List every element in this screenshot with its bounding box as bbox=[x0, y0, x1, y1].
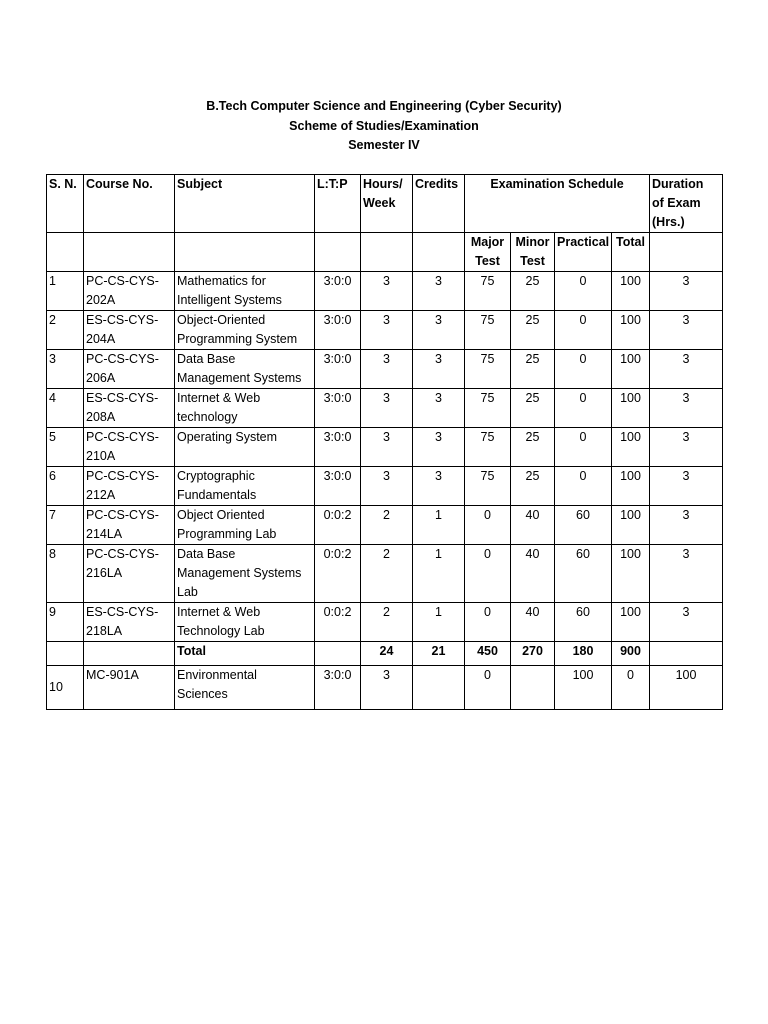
header-sn: S. N. bbox=[47, 175, 84, 233]
cell-total: 100 bbox=[612, 311, 650, 350]
cell-course-no: ES-CS-CYS- 208A bbox=[84, 389, 175, 428]
cell-course-no: PC-CS-CYS- 216LA bbox=[84, 545, 175, 603]
total-practical: 180 bbox=[555, 642, 612, 666]
cell-hours: 2 bbox=[361, 603, 413, 642]
cell-minor: 25 bbox=[511, 311, 555, 350]
cell-ltp: 3:0:0 bbox=[315, 389, 361, 428]
cell-practical: 0 bbox=[555, 272, 612, 311]
cell-sn: 7 bbox=[47, 506, 84, 545]
cell-total: 100 bbox=[612, 467, 650, 506]
cell-minor: 40 bbox=[511, 506, 555, 545]
cell-subject: Operating System bbox=[175, 428, 315, 467]
cell-credits: 3 bbox=[413, 311, 465, 350]
document-subtitle: Scheme of Studies/Examination bbox=[289, 119, 479, 133]
cell-ltp: 0:0:2 bbox=[315, 545, 361, 603]
cell-hours: 3 bbox=[361, 467, 413, 506]
table-row bbox=[47, 350, 723, 389]
cell-subject: Data Base Management Systems bbox=[175, 350, 315, 389]
cell-subject: Object-Oriented Programming System bbox=[175, 311, 315, 350]
table-row bbox=[47, 545, 723, 603]
cell-sn: 2 bbox=[47, 311, 84, 350]
total-label: Total bbox=[175, 642, 315, 666]
cell-practical: 0 bbox=[555, 428, 612, 467]
cell-practical: 60 bbox=[555, 545, 612, 603]
cell-major: 75 bbox=[465, 389, 511, 428]
header-course-no: Course No. bbox=[84, 175, 175, 233]
cell-minor: 25 bbox=[511, 272, 555, 311]
scheme-table bbox=[46, 174, 723, 710]
cell-ltp: 3:0:0 bbox=[315, 311, 361, 350]
cell-duration: 3 bbox=[650, 428, 723, 467]
header-row bbox=[47, 175, 723, 233]
cell-ltp: 3:0:0 bbox=[315, 272, 361, 311]
cell-major: 75 bbox=[465, 467, 511, 506]
cell-credits: 3 bbox=[413, 272, 465, 311]
cell-sn: 1 bbox=[47, 272, 84, 311]
cell-total: 100 bbox=[612, 389, 650, 428]
total-row bbox=[47, 642, 723, 666]
cell-hours: 3 bbox=[361, 350, 413, 389]
cell-duration: 3 bbox=[650, 603, 723, 642]
header-total: Total bbox=[612, 233, 650, 272]
extra-hours: 3 bbox=[361, 666, 413, 710]
header-hours: Hours/ Week bbox=[361, 175, 413, 233]
extra-row bbox=[47, 666, 723, 710]
cell-credits: 1 bbox=[413, 603, 465, 642]
cell-subject: Internet & Web Technology Lab bbox=[175, 603, 315, 642]
cell-duration: 3 bbox=[650, 506, 723, 545]
cell-sn: 8 bbox=[47, 545, 84, 603]
header-practical: Practical bbox=[555, 233, 612, 272]
cell-course-no: PC-CS-CYS- 206A bbox=[84, 350, 175, 389]
cell-course-no: PC-CS-CYS- 214LA bbox=[84, 506, 175, 545]
table-row bbox=[47, 603, 723, 642]
header-minor-test: Minor Test bbox=[511, 233, 555, 272]
cell-major: 75 bbox=[465, 350, 511, 389]
header-ltp: L:T:P bbox=[315, 175, 361, 233]
cell-credits: 3 bbox=[413, 428, 465, 467]
header-duration: Duration of Exam (Hrs.) bbox=[650, 175, 723, 233]
header-credits: Credits bbox=[413, 175, 465, 233]
extra-course: MC-901A bbox=[84, 666, 175, 710]
cell-duration: 3 bbox=[650, 389, 723, 428]
cell-hours: 3 bbox=[361, 272, 413, 311]
cell-practical: 0 bbox=[555, 350, 612, 389]
cell-total: 100 bbox=[612, 272, 650, 311]
cell-ltp: 3:0:0 bbox=[315, 467, 361, 506]
header-subject: Subject bbox=[175, 175, 315, 233]
total-total: 900 bbox=[612, 642, 650, 666]
extra-duration: 100 bbox=[650, 666, 723, 710]
cell-duration: 3 bbox=[650, 467, 723, 506]
cell-total: 100 bbox=[612, 506, 650, 545]
cell-subject: Internet & Web technology bbox=[175, 389, 315, 428]
cell-major: 0 bbox=[465, 545, 511, 603]
cell-sn: 9 bbox=[47, 603, 84, 642]
total-major: 450 bbox=[465, 642, 511, 666]
cell-subject: Data Base Management Systems Lab bbox=[175, 545, 315, 603]
cell-credits: 1 bbox=[413, 506, 465, 545]
cell-hours: 3 bbox=[361, 389, 413, 428]
cell-hours: 2 bbox=[361, 545, 413, 603]
cell-practical: 0 bbox=[555, 311, 612, 350]
cell-total: 100 bbox=[612, 350, 650, 389]
cell-subject: Cryptographic Fundamentals bbox=[175, 467, 315, 506]
cell-course-no: PC-CS-CYS- 210A bbox=[84, 428, 175, 467]
header-exam-schedule: Examination Schedule bbox=[465, 175, 650, 233]
cell-hours: 3 bbox=[361, 428, 413, 467]
cell-major: 75 bbox=[465, 311, 511, 350]
cell-major: 0 bbox=[465, 506, 511, 545]
cell-subject: Object Oriented Programming Lab bbox=[175, 506, 315, 545]
cell-hours: 3 bbox=[361, 311, 413, 350]
cell-total: 100 bbox=[612, 428, 650, 467]
cell-hours: 2 bbox=[361, 506, 413, 545]
cell-course-no: PC-CS-CYS- 212A bbox=[84, 467, 175, 506]
cell-sn: 3 bbox=[47, 350, 84, 389]
table-row bbox=[47, 311, 723, 350]
cell-minor: 25 bbox=[511, 350, 555, 389]
cell-practical: 0 bbox=[555, 467, 612, 506]
document-title: B.Tech Computer Science and Engineering (Cyber Security) bbox=[206, 99, 562, 113]
cell-ltp: 0:0:2 bbox=[315, 506, 361, 545]
extra-practical: 100 bbox=[555, 666, 612, 710]
cell-total: 100 bbox=[612, 603, 650, 642]
cell-credits: 1 bbox=[413, 545, 465, 603]
extra-ltp: 3:0:0 bbox=[315, 666, 361, 710]
cell-practical: 0 bbox=[555, 389, 612, 428]
cell-duration: 3 bbox=[650, 272, 723, 311]
cell-duration: 3 bbox=[650, 545, 723, 603]
cell-practical: 60 bbox=[555, 506, 612, 545]
cell-minor: 25 bbox=[511, 467, 555, 506]
total-credits: 21 bbox=[413, 642, 465, 666]
total-minor: 270 bbox=[511, 642, 555, 666]
cell-major: 75 bbox=[465, 272, 511, 311]
extra-total: 0 bbox=[612, 666, 650, 710]
cell-credits: 3 bbox=[413, 467, 465, 506]
cell-ltp: 3:0:0 bbox=[315, 350, 361, 389]
cell-ltp: 0:0:2 bbox=[315, 603, 361, 642]
table-row bbox=[47, 389, 723, 428]
cell-credits: 3 bbox=[413, 389, 465, 428]
cell-sn: 4 bbox=[47, 389, 84, 428]
extra-subject: Environmental Sciences bbox=[175, 666, 315, 710]
cell-minor: 25 bbox=[511, 428, 555, 467]
cell-course-no: ES-CS-CYS- 204A bbox=[84, 311, 175, 350]
cell-sn: 6 bbox=[47, 467, 84, 506]
cell-course-no: ES-CS-CYS- 218LA bbox=[84, 603, 175, 642]
header-major-test: Major Test bbox=[465, 233, 511, 272]
cell-total: 100 bbox=[612, 545, 650, 603]
cell-ltp: 3:0:0 bbox=[315, 428, 361, 467]
cell-sn: 5 bbox=[47, 428, 84, 467]
cell-major: 75 bbox=[465, 428, 511, 467]
subheader-row bbox=[47, 233, 723, 272]
cell-major: 0 bbox=[465, 603, 511, 642]
cell-course-no: PC-CS-CYS- 202A bbox=[84, 272, 175, 311]
cell-minor: 25 bbox=[511, 389, 555, 428]
total-hours: 24 bbox=[361, 642, 413, 666]
cell-duration: 3 bbox=[650, 350, 723, 389]
cell-duration: 3 bbox=[650, 311, 723, 350]
semester-label: Semester IV bbox=[348, 138, 420, 152]
extra-sn: 10 bbox=[47, 666, 84, 710]
cell-minor: 40 bbox=[511, 603, 555, 642]
table-row bbox=[47, 467, 723, 506]
table-row bbox=[47, 428, 723, 467]
table-row bbox=[47, 272, 723, 311]
cell-practical: 60 bbox=[555, 603, 612, 642]
extra-major: 0 bbox=[465, 666, 511, 710]
table-row bbox=[47, 506, 723, 545]
cell-minor: 40 bbox=[511, 545, 555, 603]
cell-credits: 3 bbox=[413, 350, 465, 389]
cell-subject: Mathematics for Intelligent Systems bbox=[175, 272, 315, 311]
